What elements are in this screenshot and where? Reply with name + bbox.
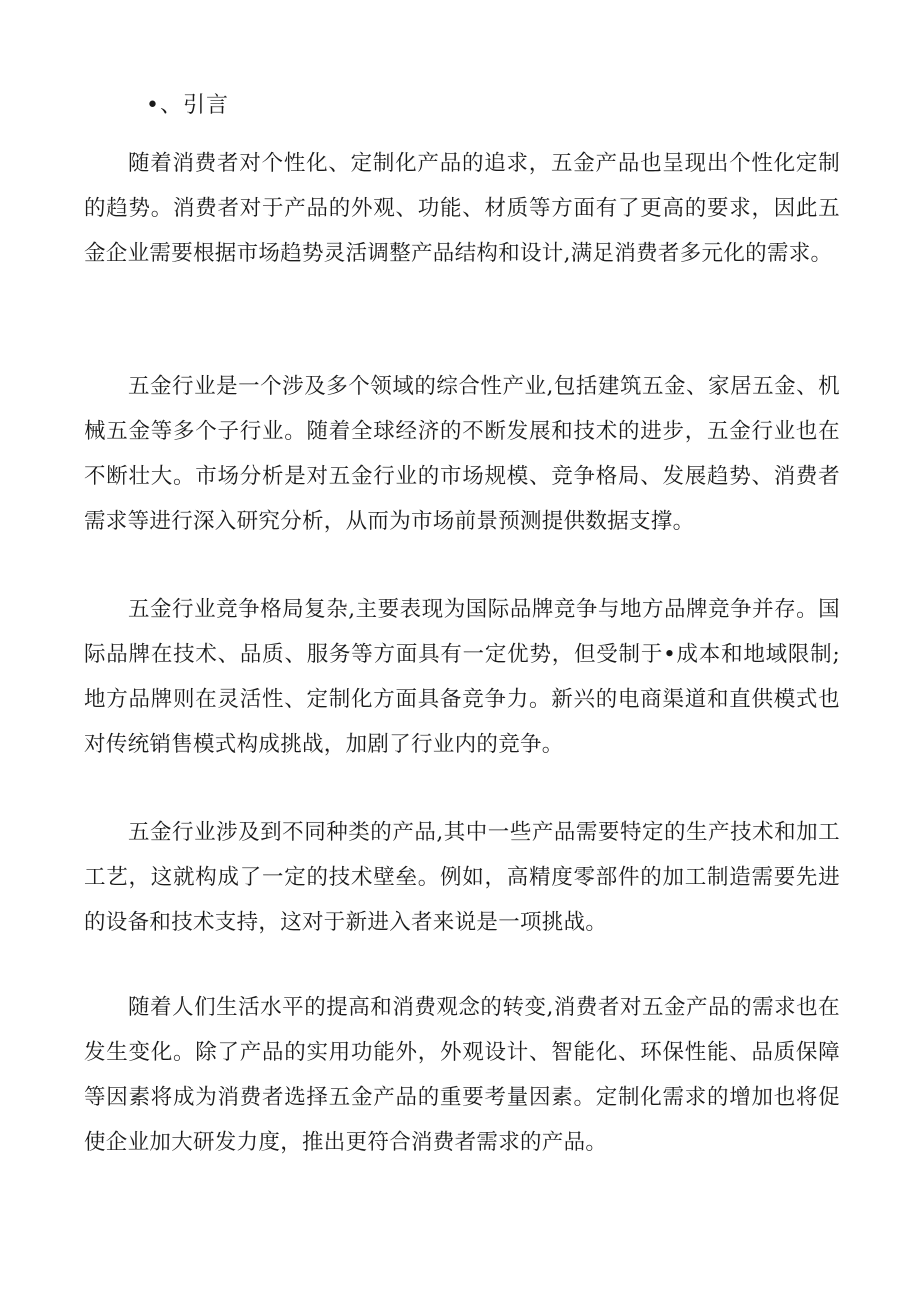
- paragraph-1: 随着消费者对个性化、定制化产品的追求，五金产品也呈现出个性化定制的趋势。消费者对于产品的外观、功能、材质等方面有了更高的要求，因此五金企业需要根据市场趋势灵活调整产品结构和设计,满足消费者多元化的需求。: [84, 151, 840, 266]
- paragraph-5: 随着人们生活水平的提高和消费观念的转变,消费者对五金产品的需求也在发生变化。除了产品的实用功能外，外观设计、智能化、环保性能、品质保障等因素将成为消费者选择五金产品的重要考量因素。定制化需求的增加也将促使企业加大研发力度，推出更符合消费者需求的产品。: [84, 995, 840, 1155]
- paragraph-3: 五金行业竞争格局复杂,主要表现为国际品牌竞争与地方品牌竞争并存。国际品牌在技术、品质、服务等方面具有一定优势，但受制于•成本和地域限制;地方品牌则在灵活性、定制化方面具备竞争力。新兴的电商渠道和直供模式也对传统销售模式构成挑战，加剧了行业内的竞争。: [84, 597, 840, 757]
- section-heading: •、引言: [146, 93, 229, 118]
- paragraph-2: 五金行业是一个涉及多个领域的综合性产业,包括建筑五金、家居五金、机械五金等多个子行业。随着全球经济的不断发展和技术的进步，五金行业也在不断壮大。市场分析是对五金行业的市场规模、竞争格局、发展趋势、消费者需求等进行深入研究分析，从而为市场前景预测提供数据支撑。: [84, 374, 840, 534]
- paragraph-4: 五金行业涉及到不同种类的产品,其中一些产品需要特定的生产技术和加工工艺，这就构成了一定的技术壁垒。例如，高精度零部件的加工制造需要先进的设备和技术支持，这对于新进入者来说是一项挑战。: [84, 820, 840, 935]
